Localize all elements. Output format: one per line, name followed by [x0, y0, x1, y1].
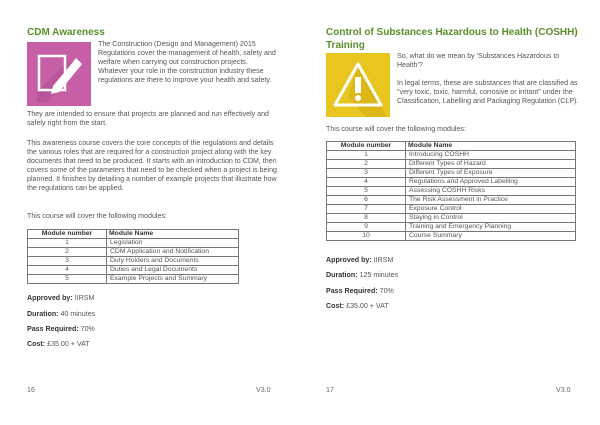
module-number: 6 [327, 196, 406, 205]
page-title: CDM Awareness [27, 27, 105, 38]
table-row [327, 160, 576, 169]
module-number: 1 [28, 239, 107, 248]
module-name: Example Projects and Summary [107, 275, 239, 284]
module-name: CDM Application and Notification [107, 248, 239, 257]
cost-label: Cost: [27, 340, 46, 348]
paragraph: This awareness course covers the core concepts of the regulations and details the various roles that are required for a construction project along with the key documents that need to be produced. It starts with an introduction to CDM, then covers some of the parameters that need to be checked when a project is being planned. It finishes by detailing a number of example projects that illustrate how the regulations can be applied. [27, 139, 278, 193]
hazard-warning-icon [326, 53, 390, 117]
table-row [327, 232, 576, 241]
version-label: V3.0 [256, 386, 271, 394]
table-row [327, 178, 576, 187]
table-header-row [28, 230, 239, 239]
column-header-name: Module Name [406, 142, 576, 151]
table-row [28, 257, 239, 266]
duration-value: 40 minutes [60, 310, 96, 318]
module-name: Different Types of Exposure [406, 169, 576, 178]
pass-value: 70% [80, 325, 95, 333]
cost-label: Cost: [326, 302, 345, 310]
pass-value: 70% [379, 287, 394, 295]
module-number: 5 [327, 187, 406, 196]
approved-label: Approved by: [326, 256, 372, 264]
module-number: 4 [28, 266, 107, 275]
column-header-number: Module number [28, 230, 107, 239]
pass-required [27, 325, 95, 334]
table-row [327, 151, 576, 160]
module-name: Introducing COSHH [406, 151, 576, 160]
module-name: Duties and Legal Documents [107, 266, 239, 275]
module-number: 7 [327, 205, 406, 214]
right-page [300, 0, 600, 425]
duration [326, 271, 398, 280]
module-number: 3 [28, 257, 107, 266]
approved-by [27, 294, 94, 303]
modules-intro: This course will cover the following modules: [27, 212, 167, 220]
module-number: 9 [327, 223, 406, 232]
table-row [327, 169, 576, 178]
approved-value: IIRSM [74, 294, 95, 302]
module-number: 8 [327, 214, 406, 223]
module-name: Regulations and Approved Labelling [406, 178, 576, 187]
cost [27, 340, 90, 349]
approved-by [326, 256, 393, 265]
column-header-name: Module Name [107, 230, 239, 239]
approved-value: IIRSM [373, 256, 394, 264]
modules-intro: This course will cover the following modules: [326, 125, 466, 133]
module-name: Staying in Control [406, 214, 576, 223]
pass-label: Pass Required: [326, 287, 378, 295]
cost-value: £35.00 + VAT [47, 340, 90, 348]
pass-label: Pass Required: [27, 325, 79, 333]
page-number: 17 [326, 386, 334, 394]
table-header-row [327, 142, 576, 151]
table-row [28, 266, 239, 275]
module-number: 3 [327, 169, 406, 178]
module-name: Legislation [107, 239, 239, 248]
module-number: 4 [327, 178, 406, 187]
table-row [327, 214, 576, 223]
pass-required [326, 287, 394, 296]
table-row [327, 205, 576, 214]
table-row [28, 275, 239, 284]
column-header-number: Module number [327, 142, 406, 151]
module-name: The Risk Assessment in Practice [406, 196, 576, 205]
table-row [327, 223, 576, 232]
module-name: Training and Emergency Planning [406, 223, 576, 232]
table-row [327, 187, 576, 196]
module-number: 1 [327, 151, 406, 160]
modules-table [326, 141, 576, 241]
page-number: 16 [27, 386, 35, 394]
page-title: Control of Substances Hazardous to Health (COSHH) Training [326, 27, 578, 51]
module-number: 5 [28, 275, 107, 284]
approved-label: Approved by: [27, 294, 73, 302]
module-number: 2 [28, 248, 107, 257]
module-name: Exposure Control [406, 205, 576, 214]
module-name: Assessing COSHH Risks [406, 187, 576, 196]
duration-value: 125 minutes [359, 271, 399, 279]
modules-table [27, 229, 239, 284]
table-row [28, 248, 239, 257]
module-name: Course Summary [406, 232, 576, 241]
pencil-square-icon [27, 42, 91, 106]
version-label: V3.0 [556, 386, 571, 394]
intro-question: So, what do we mean by 'Substances Hazardous to Health'? [397, 52, 560, 70]
paragraph: They are intended to ensure that projects are planned and run effectively and safely right from the start. [27, 110, 270, 128]
duration [27, 310, 95, 319]
intro-text: The Construction (Design and Management) 2015 Regulations cover the management of health, safety and welfare when carrying out construction projects. Whatever your role in the construction industry these regulations are there to improve your health and safety. [98, 40, 276, 85]
module-name: Duty Holders and Documents [107, 257, 239, 266]
cost-value: £35.00 + VAT [346, 302, 389, 310]
cost [326, 302, 389, 311]
module-number: 10 [327, 232, 406, 241]
module-name: Different Types of Hazard [406, 160, 576, 169]
table-row [327, 196, 576, 205]
table-row [28, 239, 239, 248]
module-number: 2 [327, 160, 406, 169]
intro-text: In legal terms, these are substances that are classified as "very toxic, toxic, harmful, corrosive or irritant" under the Classification, Labelling and Packaging Regulation (CLP). [397, 79, 579, 106]
duration-label: Duration: [27, 310, 59, 318]
duration-label: Duration: [326, 271, 358, 279]
